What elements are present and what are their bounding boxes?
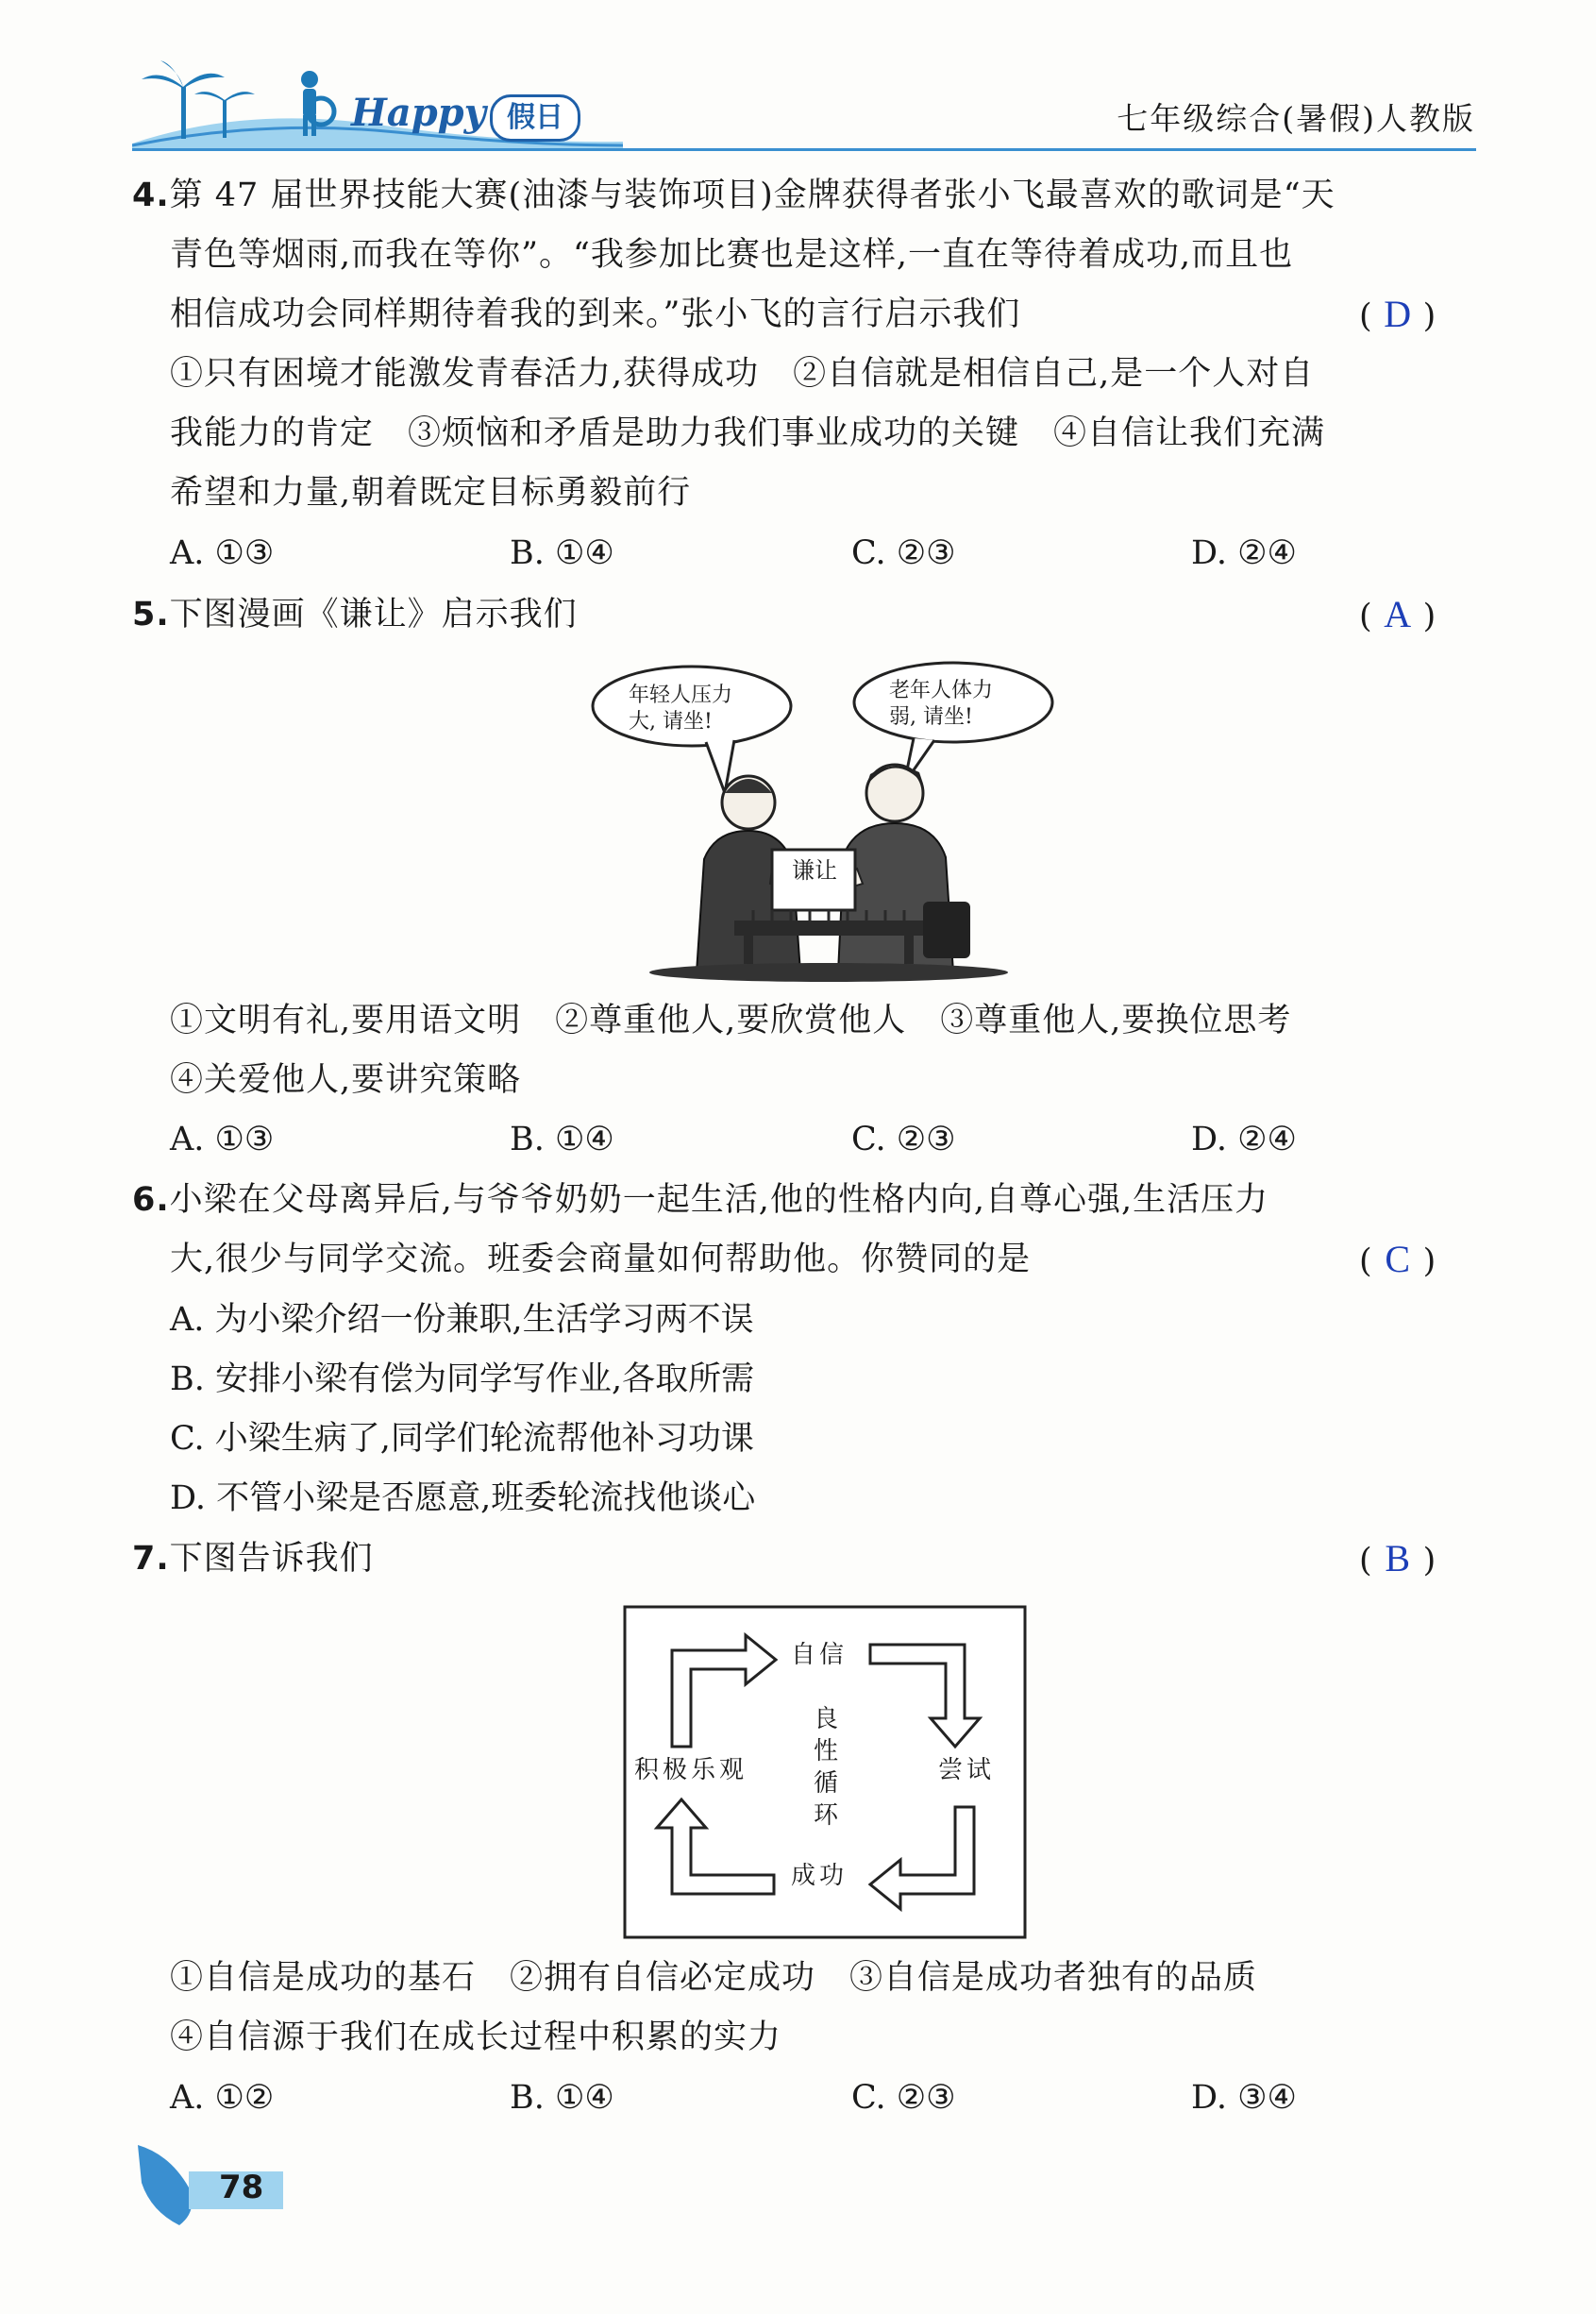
q4-option-b: B. ①④ (510, 534, 614, 572)
diagram-label-bottom: 成功 (791, 1862, 848, 1890)
q6-option-a: A. 为小梁介绍一份兼职,生活学习两不误 (170, 1301, 754, 1339)
center-char-4: 环 (813, 1801, 838, 1830)
q5-statement-1: ①文明有礼,要用语文明 ②尊重他人,要欣赏他人 ③尊重他人,要换位思考 (170, 1002, 1292, 1039)
q6-option-b: B. 安排小梁有偿为同学写作业,各取所需 (170, 1360, 755, 1398)
q5-number: 5. (132, 596, 170, 633)
q6-number: 6. (132, 1181, 170, 1219)
footer-leaf-icon (132, 2136, 293, 2230)
q4-line-1 (132, 174, 1336, 217)
q4-answer: D (1384, 293, 1412, 335)
q5-stem-text: 下图漫画《谦让》启示我们 (169, 596, 578, 633)
q5-answer: A (1384, 593, 1412, 635)
diagram-center-label (812, 1703, 840, 1832)
q7-statement-1: ①自信是成功的基石 ②拥有自信必定成功 ③自信是成功者独有的品质 (170, 1959, 1258, 1997)
q6-option-c: C. 小梁生病了,同学们轮流帮他补习功课 (170, 1420, 754, 1458)
q4-text-1: 第 47 届世界技能大赛(油漆与装饰项目)金牌获得者张小飞最喜欢的歌词是“天 (169, 177, 1336, 214)
center-char-1: 良 (813, 1705, 838, 1733)
q7-option-b: B. ①④ (510, 2079, 614, 2117)
q4-statement-2: 我能力的肯定 ③烦恼和矛盾是助力我们事业成功的关键 ④自信让我们充满 (170, 414, 1326, 452)
diagram-label-left: 积极乐观 (634, 1756, 748, 1784)
q4-answer-bracket: ( D ) (1359, 293, 1436, 335)
q5-option-a: A. ①③ (170, 1121, 275, 1158)
q4-line-2: 青色等烟雨,而我在等你”。“我参加比赛也是这样,一直在等待着成功,而且也 (170, 236, 1294, 274)
bubble-right-line-1: 老年人体力 (889, 679, 994, 702)
q7-number: 7. (132, 1540, 170, 1578)
q7-stem-text: 下图告诉我们 (169, 1540, 374, 1578)
center-char-3: 循 (813, 1769, 838, 1798)
bubble-right-line-2: 弱, 请坐! (889, 705, 973, 729)
q7-option-d: D. ③④ (1191, 2079, 1297, 2117)
q6-line-1 (132, 1178, 1268, 1222)
bubble-left-line-1: 年轻人压力 (629, 684, 733, 707)
q5-option-c: C. ②③ (851, 1121, 956, 1158)
happy-logo: Happy (351, 91, 486, 135)
q4-number: 4. (132, 177, 170, 214)
q4-option-a: A. ①③ (170, 534, 275, 572)
diagram-label-right: 尝试 (938, 1756, 996, 1784)
q6-answer-bracket: ( C ) (1359, 1238, 1436, 1280)
q5-answer-bracket: ( A ) (1359, 593, 1436, 635)
q4-statement-3: 希望和力量,朝着既定目标勇毅前行 (170, 474, 692, 512)
q7-option-a: A. ①② (170, 2079, 275, 2117)
q6-option-d: D. 不管小梁是否愿意,班委轮流找他谈心 (170, 1479, 756, 1517)
speech-bubble-left (593, 666, 800, 756)
series-title: 七年级综合(暑假)人教版 (1117, 100, 1475, 137)
q5-option-d: D. ②④ (1191, 1121, 1297, 1158)
diagram-label-top: 自信 (791, 1641, 848, 1669)
q4-line-3: 相信成功会同样期待着我的到来。”张小飞的言行启示我们 (170, 296, 1021, 333)
q6-text-1: 小梁在父母离异后,与爷爷奶奶一起生活,他的性格内向,自尊心强,生活压力 (169, 1181, 1269, 1219)
q7-statement-2: ④自信源于我们在成长过程中积累的实力 (170, 2018, 782, 2056)
header-rule (132, 148, 1476, 151)
q5-option-b: B. ①④ (510, 1121, 614, 1158)
center-char-2: 性 (813, 1737, 838, 1765)
q4-statement-1: ①只有困境才能激发青春活力,获得成功 ②自信就是相信自己,是一个人对自 (170, 355, 1315, 393)
q6-answer: C (1385, 1238, 1410, 1280)
holiday-badge: 假日 (490, 94, 580, 142)
q7-answer: B (1385, 1537, 1410, 1579)
q5-statement-2: ④关爱他人,要讲究策略 (170, 1061, 522, 1099)
q4-option-c: C. ②③ (851, 534, 956, 572)
q6-line-2: 大,很少与同学交流。班委会商量如何帮助他。你赞同的是 (170, 1241, 1032, 1278)
q7-stem (132, 1537, 374, 1580)
bubble-left-line-2: 大, 请坐! (629, 710, 713, 734)
q4-option-d: D. ②④ (1191, 534, 1297, 572)
q7-answer-bracket: ( B ) (1359, 1537, 1436, 1579)
speech-bubble-right (849, 661, 1057, 752)
bench-sign-label: 谦让 (792, 857, 837, 884)
page-number: 78 (219, 2169, 264, 2206)
q7-option-c: C. ②③ (851, 2079, 956, 2117)
q5-stem (132, 593, 578, 636)
